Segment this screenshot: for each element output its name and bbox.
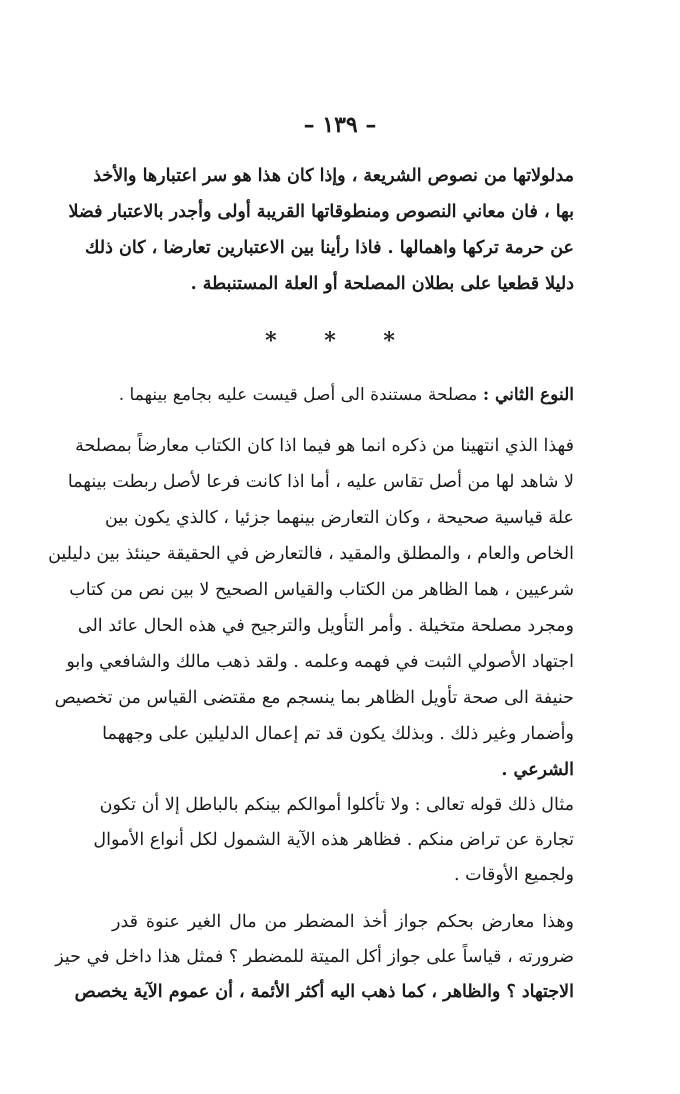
text-line: علة قياسية صحيحة ، وكان التعارض بينهما جزئيا ، كالذي يكون بين [104,508,574,528]
text-line: الخاص والعام ، والمطلق والمقيد ، فالتعارض في الحقيقة حينئذ بين دليلين [48,544,574,564]
text-line: حنيفة الى صحة تأويل الظاهر بما ينسجم مع مقتضى القياس من تخصيص [54,688,574,708]
text-line: ولجميع الأوقات . [454,865,574,885]
text-line: تجارة عن تراض منكم . فظاهر هذه الآية الشمول لكل أنواع الأموال [93,830,574,850]
paragraph-2 [48,428,574,788]
heading-text: مصلحة مستندة الى أصل قيست عليه بجامع بينهما . [118,385,483,405]
text-line: الاجتهاد ؟ والظاهر ، كما ذهب اليه أكثر الأئمة ، أن عموم الآية يخصص [74,982,574,1002]
heading-label: النوع الثاني : [482,385,574,405]
text-line: عن حرمة تركها واهمالها . فاذا رأينا بين الاعتبارين تعارضا ، كان ذلك [85,238,574,258]
text-line: الشرعي . [501,760,574,780]
text-line: بها ، فان معاني النصوص ومنطوقاتها القريبة أولى وأجدر بالاعتبار فضلا [68,202,574,222]
text-line: شرعيين ، هما الظاهر من الكتاب والقياس الصحيح لا بين نص من كتاب [69,580,574,600]
paragraph-4 [55,905,574,1010]
text-line: لا شاهد لها من أصل تقاس عليه ، أما اذا كانت فرعا لأصل ربطت بينهما [67,472,574,492]
paragraph-3 [93,788,574,893]
text-line: مثال ذلك قوله تعالى : ولا تأكلوا أموالكم بينكم بالباطل إلا أن تكون [99,795,574,815]
text-line: ضرورته ، قياساً على جواز أكل الميتة للمضطر ؟ فمثل هذا داخل في حيز [55,947,574,967]
text-line: دليلا قطعيا على بطلان المصلحة أو العلة المستنبطة . [190,274,574,294]
section-heading [112,380,574,410]
text-line: اجتهاد الأصولي الثبت في فهمه وعلمه . ولقد ذهب مالك والشافعي وابو [66,652,574,672]
text-line: وهذا معارض بحكم جواز أخذ المضطر من مال الغير عنوة قدر [112,912,574,932]
page-number: – ١٣٩ – [303,112,377,138]
paragraph-1 [68,158,574,302]
text-line: ومجرد مصلحة متخيلة . وأمر التأويل والترجيح في هذه الحال عائد الى [77,616,574,636]
section-separator: * * * [265,328,415,354]
text-line: مدلولاتها من نصوص الشريعة ، وإذا كان هذا هو سر اعتبارها والأخذ [93,166,574,186]
text-line: فهذا الذي انتهينا من ذكره انما هو فيما اذا كان الكتاب معارضاً بمصلحة [75,436,574,456]
text-line: وأضمار وغير ذلك . وبذلك يكون قد تم إعمال الدليلين على وجههما [102,724,574,744]
